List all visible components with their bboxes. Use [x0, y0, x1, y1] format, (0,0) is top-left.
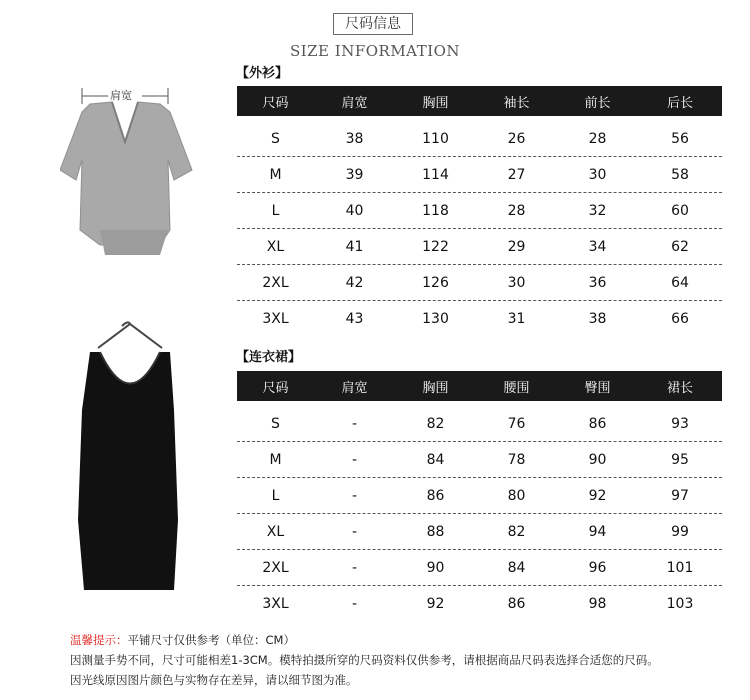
table-cell: 103 [666, 596, 694, 612]
table-row [237, 514, 722, 550]
header-cell: 前长 [584, 95, 611, 111]
table-cell: 32 [588, 202, 607, 219]
table-cell: 130 [422, 311, 449, 327]
table-cell: 2XL [262, 559, 289, 576]
table-cell: 90 [426, 559, 445, 576]
note-line-1-text: 平铺尺寸仅供参考（单位：CM） [127, 633, 295, 647]
table-cell: 41 [345, 238, 364, 255]
table-cell: - [351, 487, 358, 504]
black-tank-dress-icon [70, 320, 190, 600]
size-info-subtitle: SIZE INFORMATION [289, 42, 461, 60]
table-cell: 82 [507, 523, 526, 540]
table-cell: 39 [345, 166, 364, 183]
table-cell: 28 [507, 202, 526, 219]
table-cell: 80 [507, 487, 526, 504]
dress-size-table [237, 371, 722, 622]
table-cell: 86 [588, 415, 607, 432]
note-line-3: 因光线原因图片颜色与实物存在差异，请以细节图为准。 [70, 673, 358, 687]
header-cell: 裙长 [666, 380, 693, 396]
table-cell: 118 [422, 202, 449, 219]
top-table-header [237, 86, 722, 116]
note-line-1 [70, 630, 659, 650]
table-cell: - [351, 451, 358, 468]
table-row [237, 265, 722, 301]
table-row [237, 229, 722, 265]
table-cell: 40 [345, 202, 364, 219]
table-cell: 93 [671, 415, 689, 432]
table-cell: - [351, 523, 358, 540]
header-cell: 腰围 [503, 380, 530, 396]
header-cell: 尺码 [262, 95, 289, 111]
table-row [237, 301, 722, 337]
table-cell: 27 [507, 166, 526, 183]
table-cell: 122 [422, 238, 449, 255]
table-cell: 60 [671, 202, 689, 219]
table-cell: 84 [426, 451, 445, 468]
table-cell: - [351, 559, 358, 576]
top-size-table [237, 86, 722, 337]
top-section-label: 【外衫】 [236, 66, 289, 81]
table-cell: 84 [507, 559, 526, 576]
table-row [237, 442, 722, 478]
table-cell: 29 [507, 238, 526, 255]
table-cell: 42 [345, 274, 364, 291]
table-cell: 64 [671, 274, 689, 291]
table-cell: 38 [345, 130, 364, 147]
table-cell: 30 [588, 166, 607, 183]
table-cell: M [269, 166, 282, 183]
table-row [237, 586, 722, 622]
table-cell: 78 [507, 451, 526, 468]
header-cell: 臀围 [584, 380, 611, 396]
table-row [237, 121, 722, 157]
size-notes [70, 630, 659, 690]
table-cell: XL [266, 523, 285, 540]
table-cell: 92 [426, 596, 445, 612]
table-row [237, 193, 722, 229]
table-cell: 99 [671, 523, 689, 540]
header-cell: 肩宽 [341, 380, 368, 396]
dress-section-label: 【连衣裙】 [236, 350, 302, 365]
table-cell: XL [266, 238, 285, 255]
size-info-badge: 尺码信息 [333, 13, 413, 35]
header-cell: 胸围 [422, 95, 449, 111]
table-cell: 28 [588, 130, 607, 147]
table-row [237, 406, 722, 442]
table-cell: L [271, 487, 280, 504]
table-cell: 30 [507, 274, 526, 291]
table-cell: 43 [345, 311, 364, 327]
header-cell: 袖长 [503, 95, 530, 111]
table-row [237, 550, 722, 586]
table-cell: S [271, 130, 280, 147]
table-cell: 62 [671, 238, 689, 255]
table-cell: 58 [671, 166, 689, 183]
note-line-2: 因测量手势不同，尺寸可能相差1-3CM。模特拍摄所穿的尺码资料仅供参考，请根据商品尺码表选择合适您的尺码。 [70, 653, 659, 667]
header-cell: 尺码 [262, 380, 289, 396]
table-cell: S [271, 415, 280, 432]
table-cell: 86 [426, 487, 445, 504]
table-cell: 92 [588, 487, 607, 504]
table-cell: 90 [588, 451, 607, 468]
table-cell: 96 [588, 559, 607, 576]
table-cell: 2XL [262, 274, 289, 291]
table-cell: 76 [507, 415, 526, 432]
table-cell: 94 [588, 523, 607, 540]
header-cell: 胸围 [422, 380, 449, 396]
table-cell: - [351, 415, 358, 432]
table-row [237, 478, 722, 514]
table-cell: 126 [422, 274, 449, 291]
table-cell: 98 [588, 596, 607, 612]
table-cell: 3XL [262, 596, 289, 612]
table-cell: 31 [507, 311, 526, 327]
table-cell: L [271, 202, 280, 219]
table-cell: - [351, 596, 358, 612]
table-cell: M [269, 451, 282, 468]
table-row [237, 157, 722, 193]
table-cell: 88 [426, 523, 445, 540]
table-cell: 82 [426, 415, 445, 432]
table-cell: 36 [588, 274, 607, 291]
header-cell: 肩宽 [341, 95, 368, 111]
table-cell: 114 [422, 166, 449, 183]
gray-vneck-top-icon [60, 80, 210, 260]
table-cell: 3XL [262, 311, 289, 327]
warm-tip-label: 温馨提示： [70, 633, 128, 647]
table-cell: 66 [671, 311, 689, 327]
table-cell: 34 [588, 238, 607, 255]
table-cell: 101 [666, 559, 694, 576]
table-cell: 26 [507, 130, 526, 147]
table-cell: 110 [422, 130, 449, 147]
header-cell: 后长 [666, 95, 693, 111]
table-cell: 56 [671, 130, 689, 147]
table-cell: 38 [588, 311, 607, 327]
shoulder-width-label: 肩宽 [110, 89, 132, 102]
table-cell: 95 [671, 451, 689, 468]
dress-table-header [237, 371, 722, 401]
table-cell: 97 [671, 487, 689, 504]
table-cell: 86 [507, 596, 526, 612]
